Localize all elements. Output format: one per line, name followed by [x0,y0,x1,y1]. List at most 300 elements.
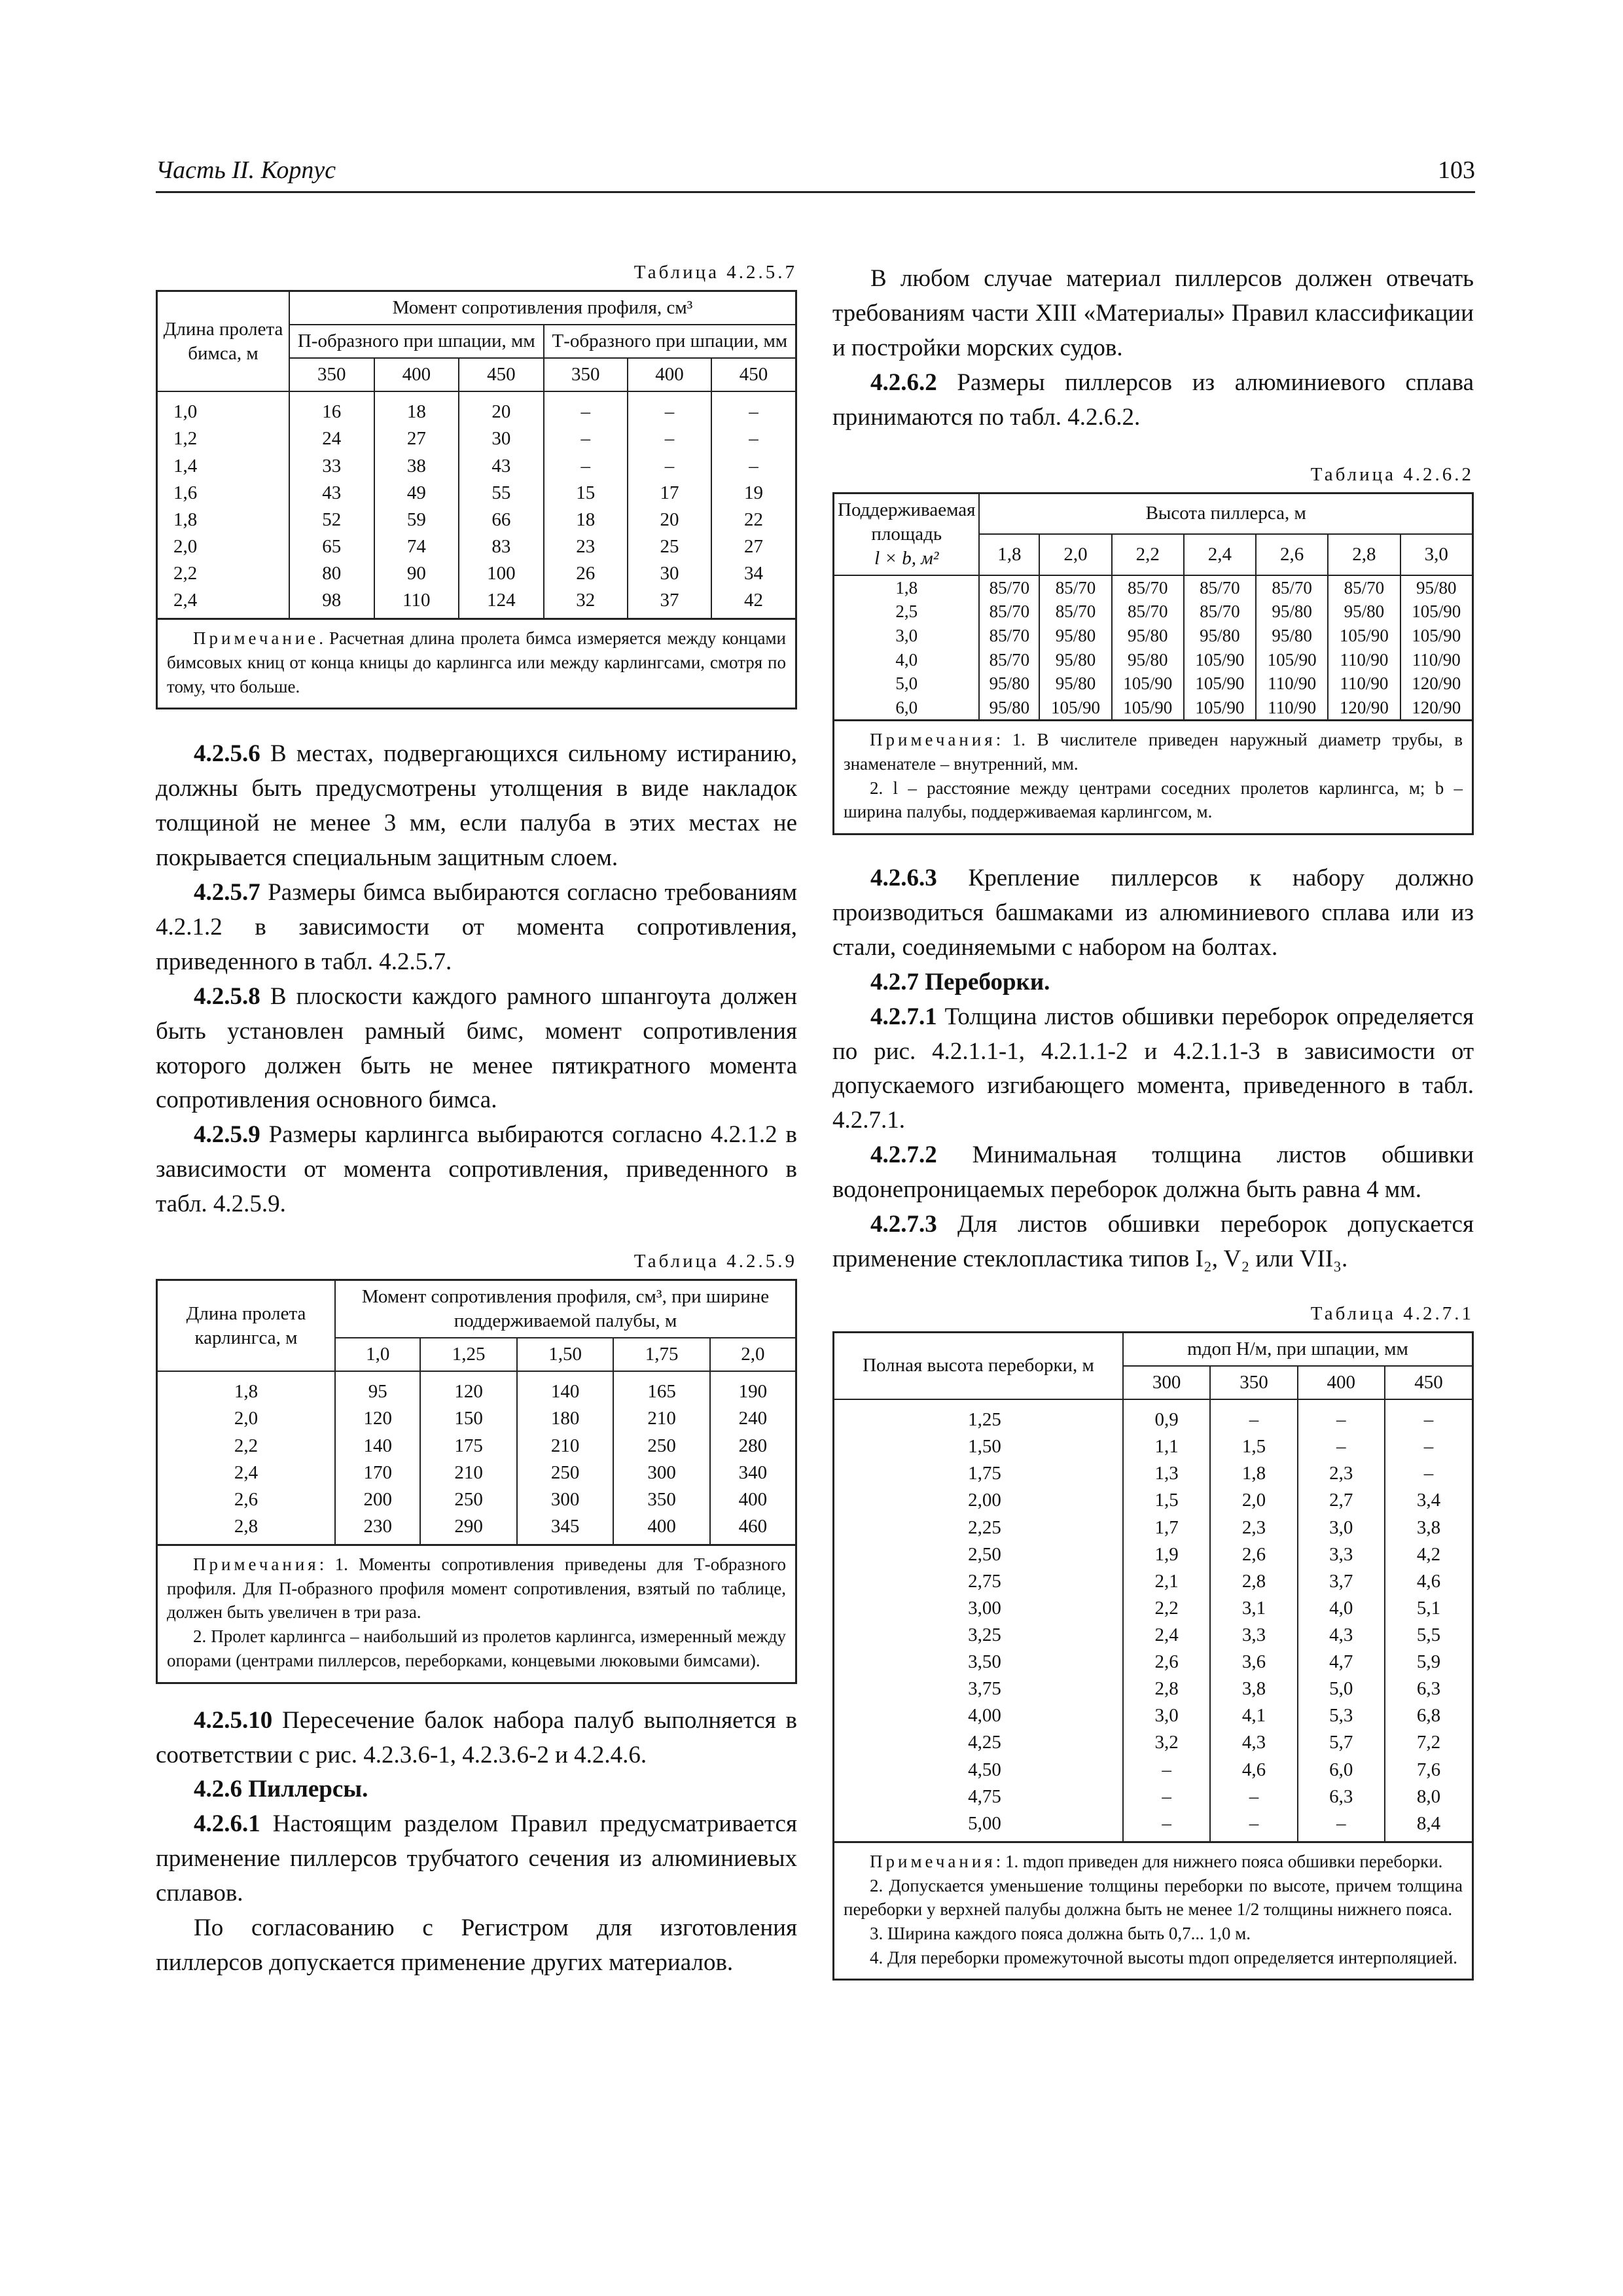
value-cell: 85/70 [1039,575,1111,600]
table-body [157,1371,796,1545]
paragraph-4-2-5-6 [156,737,797,876]
paragraph-4-2-7-1 [832,1000,1474,1139]
heading-4-2-7 [832,965,1474,1000]
value-cell: 20 [628,507,711,533]
value-cell: 2,0 [1210,1487,1297,1514]
value-cell: 250 [420,1486,516,1513]
value-cell: 18 [374,391,459,425]
row-key-cell: 3,00 [834,1595,1124,1622]
value-cell: 3,0 [1123,1702,1210,1729]
value-cell: 1,9 [1123,1541,1210,1568]
value-cell: 5,7 [1298,1729,1385,1756]
value-cell: 110/90 [1256,672,1328,696]
value-cell: 5,3 [1298,1702,1385,1729]
value-cell: 190 [710,1371,796,1405]
value-cell: 95/80 [1400,575,1473,600]
table-row [834,1676,1473,1702]
value-cell: 98 [289,587,374,619]
value-cell: 1,3 [1123,1460,1210,1487]
value-cell: 105/90 [1400,600,1473,624]
table-row [157,453,796,480]
table-row [834,672,1473,696]
spacing-header: 450 [459,358,544,391]
value-cell: 1,7 [1123,1515,1210,1541]
value-cell: 3,7 [1298,1568,1385,1595]
row-key-cell: 4,0 [834,648,980,672]
width-header: 1,0 [335,1338,420,1371]
row-key-cell: 2,4 [157,1460,336,1486]
value-cell: 80 [289,560,374,587]
page-header [156,154,1475,193]
value-cell: 105/90 [1184,672,1256,696]
value-cell: 110/90 [1328,648,1400,672]
value-cell: – [711,453,796,480]
value-cell: 85/70 [1184,575,1256,600]
table-row [157,533,796,560]
value-cell: 4,6 [1210,1757,1297,1784]
col-header-height: Высота пиллерса, м [979,493,1472,534]
value-cell: 110/90 [1328,672,1400,696]
note-label: Примечания [870,730,996,750]
value-cell: 32 [544,587,628,619]
value-cell: 105/90 [1112,696,1184,721]
page-number: 103 [1438,156,1475,184]
row-key-cell: 1,8 [157,1371,336,1405]
value-cell: 95/80 [1039,672,1111,696]
clause-text: В местах, подвергающихся сильному истиранию, должны быть предусмотрены утолщения в виде накладок толщиной не менее 3 мм, если палуба в этих местах не покрывается специальным защитным слоем. [156,740,797,872]
value-cell: 34 [711,560,796,587]
value-cell: – [628,453,711,480]
clause-text: В плоскости каждого рамного шпангоута должен быть установлен рамный бимс, момент сопротивления которого должен быть не менее пятикратного момента сопротивления основного бимса. [156,982,797,1114]
value-cell: 27 [711,533,796,560]
value-cell: 85/70 [979,575,1039,600]
table-row [157,1486,796,1513]
value-cell: 85/70 [1039,600,1111,624]
row-key-cell: 1,8 [834,575,980,600]
table-row [834,696,1473,721]
clause-text: Толщина листов обшивки переборок определяется по рис. 4.2.1.1-1, 4.2.1.1-2 и 4.2.1.1-3 в зависимости от допускаемого изгибающего момента, приведенного в табл. 4.2.7.1. [832,1003,1474,1134]
row-key-cell: 2,25 [834,1515,1124,1541]
value-cell: 27 [374,425,459,452]
clause-text: Размеры пиллерсов из алюминиевого сплава принимаются по табл. 4.2.6.2. [832,368,1474,431]
table-caption-4-2-6-2: Таблица 4.2.6.2 [1310,463,1474,485]
table-row [834,1729,1473,1756]
value-cell: 18 [544,507,628,533]
value-cell: 25 [628,533,711,560]
value-cell: 90 [374,560,459,587]
clause-text: Размеры карлингса выбираются согласно 4.2.1.2 в зависимости от момента сопротивления, приведенного в табл. 4.2.5.9. [156,1121,797,1218]
col-header-moment: Момент сопротивления профиля, см³, при ширине поддерживаемой палубы, м [335,1280,796,1338]
value-cell: 400 [613,1513,709,1545]
value-cell: – [1298,1810,1385,1842]
value-cell: 85/70 [979,600,1039,624]
row-key-cell: 1,8 [157,507,290,533]
value-cell: 55 [459,480,544,507]
col-header-height: Полная высота переборки, м [834,1332,1124,1399]
note-text: 2. Допускается уменьшение толщины переборки по высоте, причем толщина переборки у верхней палубы должна быть не менее 1/2 толщины нижнего пояса. [844,1875,1463,1920]
row-key-cell: 1,0 [157,391,290,425]
spacing-header: 350 [544,358,628,391]
table-row [834,648,1473,672]
area-header-text: Поддерживаемая площадь [838,499,976,545]
clause-number: 4.2.6.1 [194,1810,260,1838]
value-cell: 4,6 [1385,1568,1473,1595]
value-cell: – [1210,1810,1297,1842]
value-cell: 85/70 [1112,575,1184,600]
value-cell: 250 [613,1433,709,1460]
value-cell: 49 [374,480,459,507]
value-cell: 170 [335,1460,420,1486]
clause-number: 4.2.5.8 [194,982,260,1010]
value-cell: 210 [420,1460,516,1486]
value-cell: 180 [517,1405,613,1432]
row-key-cell: 2,6 [157,1486,336,1513]
value-cell: 2,4 [1123,1622,1210,1649]
clause-text: Крепление пиллерсов к набору должно производиться башмаками из алюминиевого сплава или из стали, соединяемыми с набором на болтах. [832,865,1474,961]
row-key-cell: 4,75 [834,1784,1124,1810]
value-cell: 105/90 [1184,648,1256,672]
value-cell: 150 [420,1405,516,1432]
row-key-cell: 2,8 [157,1513,336,1545]
value-cell: 345 [517,1513,613,1545]
note-text: . Расчетная длина пролета бимса измеряется между концами бимсовых книц от конца кницы до карлингса или между карлингсами, смотря по тому, что больше. [167,628,786,696]
table-row [157,507,796,533]
value-cell: 105/90 [1328,624,1400,648]
row-key-cell: 1,2 [157,425,290,452]
paragraph-agreement: По согласованию с Регистром для изготовления пиллерсов допускается применение других материалов. [156,1914,797,1976]
value-cell: 65 [289,533,374,560]
clause-number: 4.2.5.6 [194,740,260,768]
value-cell: 3,3 [1298,1541,1385,1568]
value-cell: 140 [517,1371,613,1405]
value-cell: 52 [289,507,374,533]
row-key-cell: 3,0 [834,624,980,648]
value-cell: 175 [420,1433,516,1460]
note-label: Примечание [193,628,319,649]
value-cell: – [1298,1433,1385,1460]
table-caption-4-2-7-1: Таблица 4.2.7.1 [1310,1302,1474,1324]
value-cell: 300 [613,1460,709,1486]
value-cell: 124 [459,587,544,619]
width-header: 1,75 [613,1338,709,1371]
width-header: 1,50 [517,1338,613,1371]
value-cell: 120/90 [1400,672,1473,696]
value-cell: 8,4 [1385,1810,1473,1842]
value-cell: 4,3 [1210,1729,1297,1756]
table-row [834,1702,1473,1729]
clause-number: 4.2.7.1 [870,1003,937,1030]
row-key-cell: 5,00 [834,1810,1124,1842]
table-row [834,1460,1473,1487]
row-key-cell: 2,2 [157,1433,336,1460]
section-heading: 4.2.7 Переборки. [870,968,1050,996]
value-cell: – [1298,1399,1385,1433]
spacing-header: 400 [628,358,711,391]
spacing-header: 350 [289,358,374,391]
value-cell: 250 [517,1460,613,1486]
paragraph-4-2-6-2 [832,366,1474,435]
body-text [156,737,797,1222]
height-header: 3,0 [1400,534,1473,575]
value-cell: 210 [517,1433,613,1460]
height-header: 2,4 [1184,534,1256,575]
col-header-t-profile: Т-образного при шпации, мм [544,325,796,358]
heading-4-2-6 [156,1772,797,1807]
table-row [834,1515,1473,1541]
value-cell: 240 [710,1405,796,1432]
value-cell: 3,8 [1385,1515,1473,1541]
value-cell: 2,3 [1210,1515,1297,1541]
note-text: 2. Пролет карлингса – наибольший из пролетов карлингса, измеренный между опорами (центрами пиллерсов, переборками, концевыми люковыми бимсами). [167,1626,786,1670]
value-cell: 66 [459,507,544,533]
col-header-pi-profile: П-образного при шпации, мм [289,325,544,358]
value-cell: 340 [710,1460,796,1486]
row-key-cell: 6,0 [834,696,980,721]
value-cell: 7,6 [1385,1757,1473,1784]
value-cell: 350 [613,1486,709,1513]
value-cell: 6,8 [1385,1702,1473,1729]
table-note [156,1546,797,1684]
note-label: Примечания [870,1851,996,1871]
paragraph-4-2-5-7 [156,876,797,980]
value-cell: 165 [613,1371,709,1405]
value-cell: 120/90 [1400,696,1473,721]
value-cell: 3,0 [1298,1515,1385,1541]
value-cell: 105/90 [1112,672,1184,696]
value-cell: 120/90 [1328,696,1400,721]
table-row [157,1433,796,1460]
value-cell: 95/80 [1328,600,1400,624]
paragraph-material: В любом случае материал пиллерсов должен отвечать требованиям части XIII «Материалы» Правил классификации и постройки морских судов. [832,265,1474,361]
value-cell: 3,1 [1210,1595,1297,1622]
value-cell: 5,1 [1385,1595,1473,1622]
table-row [834,1399,1473,1433]
value-cell: 38 [374,453,459,480]
value-cell: 85/70 [1328,575,1400,600]
value-cell: 400 [710,1486,796,1513]
spacing-header: 400 [374,358,459,391]
value-cell: 2,6 [1123,1649,1210,1676]
value-cell: 95/80 [1039,624,1111,648]
table-caption-4-2-5-7: Таблица 4.2.5.7 [633,262,797,283]
table-row [157,1513,796,1545]
value-cell: 6,3 [1385,1676,1473,1702]
table-row [834,575,1473,600]
value-cell: 95 [335,1371,420,1405]
value-cell: 26 [544,560,628,587]
value-cell: 7,2 [1385,1729,1473,1756]
value-cell: 3,6 [1210,1649,1297,1676]
spacing-header: 450 [711,358,796,391]
body-text [832,861,1474,1277]
clause-number: 4.2.5.7 [194,878,260,906]
clause-number: 4.2.7.2 [870,1141,937,1169]
value-cell: – [1123,1757,1210,1784]
value-cell: 85/70 [1256,575,1328,600]
note-text: 2. l – расстояние между центрами соседних пролетов карлингса, м; b – ширина палубы, поддерживаемая карлингсом, м. [844,778,1463,822]
col-header-length: Длина пролета бимса, м [157,291,290,392]
height-header: 2,0 [1039,534,1111,575]
value-cell: – [1123,1810,1210,1842]
table-row [834,1433,1473,1460]
row-key-cell: 4,00 [834,1702,1124,1729]
row-key-cell: 1,4 [157,453,290,480]
value-cell: – [544,425,628,452]
value-cell: 6,3 [1298,1784,1385,1810]
row-key-cell: 2,75 [834,1568,1124,1595]
col-header-moment: Момент сопротивления профиля, см³ [289,291,796,325]
paragraph-4-2-7-3 [832,1208,1474,1277]
table-4-2-5-9 [156,1279,797,1546]
value-cell: – [628,391,711,425]
value-cell: 120 [420,1371,516,1405]
clause-text: Для листов обшивки переборок допускается применение стеклопластика типов I₂, V₂ или VII₃. [832,1211,1474,1272]
value-cell: 30 [459,425,544,452]
table-row [157,425,796,452]
value-cell: 105/90 [1184,696,1256,721]
value-cell: 3,3 [1210,1622,1297,1649]
row-key-cell: 4,50 [834,1757,1124,1784]
value-cell: 85/70 [1184,600,1256,624]
body-text [832,262,1474,435]
row-key-cell: 2,4 [157,587,290,619]
table-row [834,1541,1473,1568]
value-cell: 85/70 [1112,600,1184,624]
table-row [834,1757,1473,1784]
table-body [834,1399,1473,1842]
value-cell: 5,5 [1385,1622,1473,1649]
value-cell: 0,9 [1123,1399,1210,1433]
paragraph-4-2-5-8 [156,980,797,1119]
value-cell: 3,8 [1210,1676,1297,1702]
table-caption-4-2-5-9: Таблица 4.2.5.9 [633,1251,797,1272]
clause-number: 4.2.6.2 [870,368,937,396]
row-key-cell: 1,25 [834,1399,1124,1433]
value-cell: 85/70 [979,648,1039,672]
row-key-cell: 4,25 [834,1729,1124,1756]
table-row [834,1784,1473,1810]
spacing-header: 400 [1298,1366,1385,1399]
value-cell: 4,7 [1298,1649,1385,1676]
value-cell: – [544,453,628,480]
table-note [832,721,1474,835]
value-cell: 280 [710,1433,796,1460]
value-cell: 2,3 [1298,1460,1385,1487]
value-cell: – [1123,1784,1210,1810]
table-row [157,1405,796,1432]
value-cell: 95/80 [1112,648,1184,672]
paragraph-4-2-5-10 [156,1704,797,1773]
left-column [156,262,797,1981]
table-row [157,1371,796,1405]
spacing-header: 450 [1385,1366,1473,1399]
value-cell: 300 [517,1486,613,1513]
value-cell: – [628,425,711,452]
value-cell: 2,7 [1298,1487,1385,1514]
value-cell: 2,2 [1123,1595,1210,1622]
width-header: 2,0 [710,1338,796,1371]
value-cell: 2,1 [1123,1568,1210,1595]
value-cell: 42 [711,587,796,619]
table-4-2-6-2 [832,492,1474,722]
paragraph-4-2-6-3 [832,861,1474,965]
width-header: 1,25 [420,1338,516,1371]
spacing-header: 350 [1210,1366,1297,1399]
value-cell: 100 [459,560,544,587]
table-row [834,1649,1473,1676]
height-header: 2,8 [1328,534,1400,575]
row-key-cell: 2,0 [157,533,290,560]
row-key-cell: 3,50 [834,1649,1124,1676]
value-cell: 95/80 [1256,624,1328,648]
value-cell: 110/90 [1400,648,1473,672]
value-cell: 290 [420,1513,516,1545]
value-cell: 23 [544,533,628,560]
value-cell: 2,8 [1123,1676,1210,1702]
row-key-cell: 2,5 [834,600,980,624]
value-cell: 105/90 [1256,648,1328,672]
table-row [834,1487,1473,1514]
table-row [157,560,796,587]
table-row [834,624,1473,648]
table-row [157,391,796,425]
running-title: Часть II. Корпус [156,156,336,184]
value-cell: – [1210,1784,1297,1810]
paragraph-4-2-5-9 [156,1118,797,1222]
note-text: : 1. mдоп приведен для нижнего пояса обшивки переборки. [995,1851,1443,1871]
row-key-cell: 1,75 [834,1460,1124,1487]
height-header: 2,6 [1256,534,1328,575]
value-cell: 200 [335,1486,420,1513]
row-key-cell: 2,00 [834,1487,1124,1514]
clause-text: Настоящим разделом Правил предусматривается применение пиллерсов трубчатого сечения из алюминиевых сплавов. [156,1810,797,1907]
value-cell: 95/80 [1039,648,1111,672]
row-key-cell: 2,2 [157,560,290,587]
value-cell: 22 [711,507,796,533]
value-cell: 230 [335,1513,420,1545]
value-cell: 59 [374,507,459,533]
value-cell: – [711,425,796,452]
value-cell: 4,3 [1298,1622,1385,1649]
value-cell: 20 [459,391,544,425]
value-cell: 1,5 [1123,1487,1210,1514]
clause-number: 4.2.7.3 [870,1211,937,1238]
value-cell: 30 [628,560,711,587]
table-row [834,600,1473,624]
value-cell: – [1385,1399,1473,1433]
value-cell: 110/90 [1256,696,1328,721]
value-cell: 2,8 [1210,1568,1297,1595]
clause-number: 4.2.6.3 [870,865,937,892]
value-cell: 4,2 [1385,1541,1473,1568]
row-key-cell: 5,0 [834,672,980,696]
value-cell: 110 [374,587,459,619]
note-text: 3. Ширина каждого пояса должна быть 0,7... 1,0 м. [870,1924,1251,1944]
value-cell: 1,1 [1123,1433,1210,1460]
table-row [834,1810,1473,1842]
clause-number: 4.2.5.10 [194,1706,273,1734]
table-row [834,1595,1473,1622]
row-key-cell: 3,25 [834,1622,1124,1649]
value-cell: 37 [628,587,711,619]
col-header-area [834,493,980,575]
table-row [157,587,796,619]
table-row [157,480,796,507]
value-cell: 24 [289,425,374,452]
value-cell: 43 [289,480,374,507]
value-cell: 85/70 [979,624,1039,648]
value-cell: 105/90 [1039,696,1111,721]
